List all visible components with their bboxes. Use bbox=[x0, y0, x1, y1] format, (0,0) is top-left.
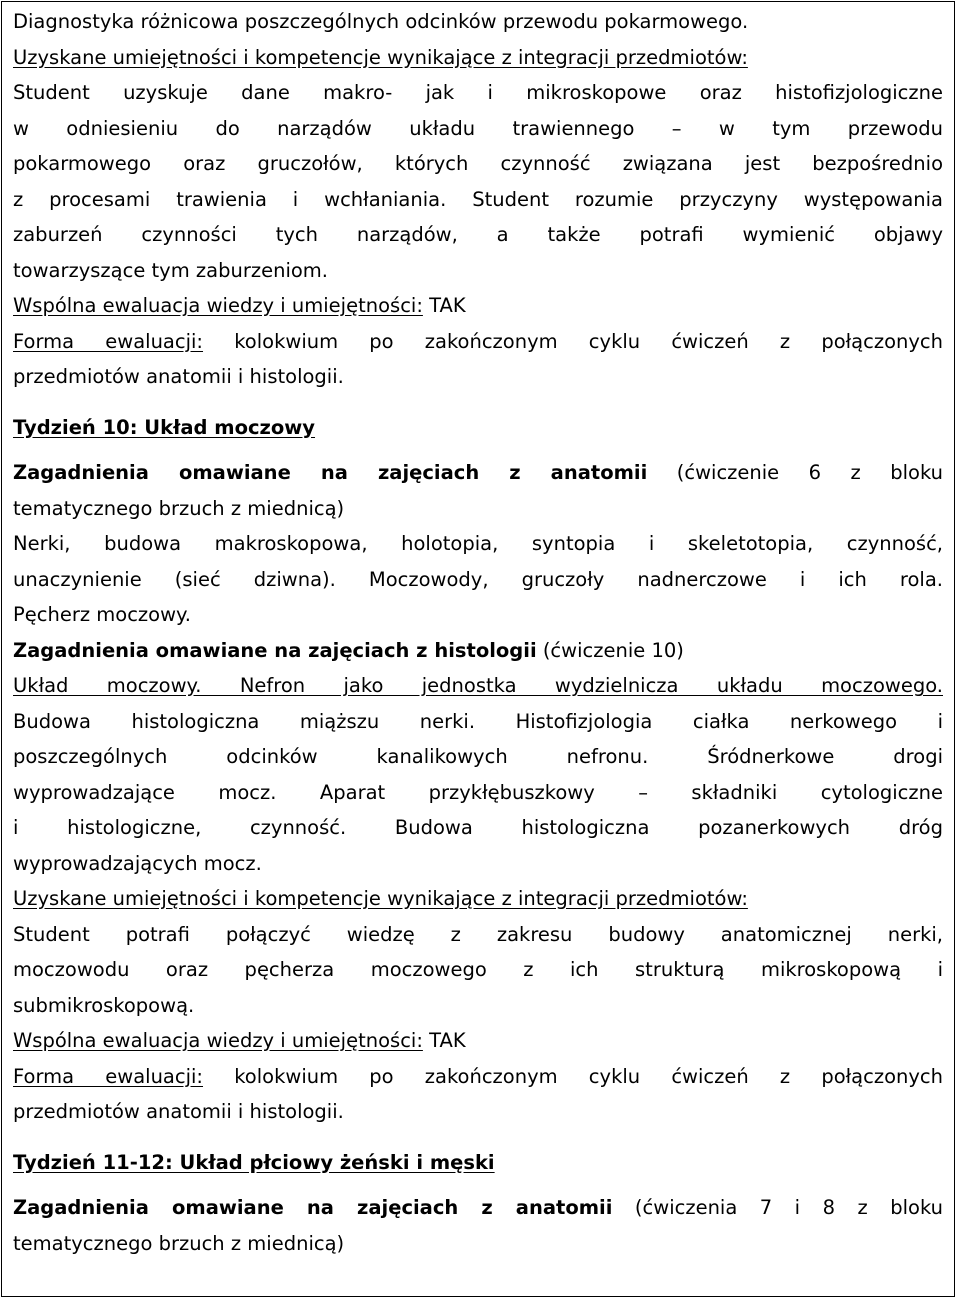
text-line: pokarmowego oraz gruczołów, których czynność związana jest bezpośrednio bbox=[13, 152, 943, 175]
competence-section bbox=[13, 40, 943, 289]
text-line: moczowodu oraz pęcherza moczowego z ich strukturą mikroskopową i bbox=[13, 958, 943, 981]
text-line: Układ moczowy. Nefron jako jednostka wydzielnicza układu moczowego. bbox=[13, 674, 943, 697]
form-evaluation-text: kolokwium po zakończonym cyklu ćwiczeń z połączonych bbox=[203, 329, 943, 353]
form-evaluation bbox=[13, 1059, 943, 1095]
text-line: wyprowadzających mocz. bbox=[13, 851, 262, 875]
text-line: unaczynienie (sieć dziwna). Moczowody, gruczoły nadnerczowe i ich rola. bbox=[13, 567, 943, 591]
text-line: zaburzeń czynności tych narządów, a także potrafi wymienić objawy bbox=[13, 223, 943, 246]
anatomy-topics-label: Zagadnienia omawiane na zajęciach z anatomii bbox=[13, 461, 648, 484]
anatomy-topics-heading bbox=[13, 1190, 943, 1226]
text-line: Student uzyskuje dane makro- jak i mikroskopowe oraz histofizjologiczne bbox=[13, 81, 943, 104]
text-line: Budowa histologiczna miąższu nerki. Histofizjologia ciałka nerkowego i bbox=[13, 709, 943, 733]
form-evaluation-text: kolokwium po zakończonym cyklu ćwiczeń z połączonych bbox=[203, 1064, 943, 1088]
text-line: towarzyszące tym zaburzeniom. bbox=[13, 258, 328, 282]
histology-topics-heading bbox=[13, 633, 943, 669]
text-line: tematycznego brzuch z miednicą) bbox=[13, 1231, 345, 1255]
text-line: Diagnostyka różnicowa poszczególnych odcinków przewodu pokarmowego. bbox=[13, 10, 749, 33]
joint-evaluation-value: TAK bbox=[422, 1029, 466, 1052]
section-heading-week-10: Tydzień 10: Układ moczowy bbox=[13, 415, 316, 439]
text-line: wyprowadzające mocz. Aparat przykłębuszkowy – składniki cytologiczne bbox=[13, 780, 943, 804]
anatomy-topics-suffix: (ćwiczenie 6 z bloku bbox=[647, 461, 943, 484]
joint-evaluation-label: Wspólna ewaluacja wiedzy i umiejętności: bbox=[13, 1029, 423, 1052]
section-heading-week-11-12: Tydzień 11-12: Układ płciowy żeński i męski bbox=[13, 1150, 495, 1174]
text-line: w odniesieniu do narządów układu trawiennego – w tym przewodu bbox=[13, 116, 943, 140]
text-line: submikroskopową. bbox=[13, 993, 195, 1017]
text-line: tematycznego brzuch z miednicą) bbox=[13, 496, 345, 520]
form-evaluation-label: Forma ewaluacji: bbox=[13, 329, 204, 353]
anatomy-topics-suffix: (ćwiczenia 7 i 8 z bloku bbox=[612, 1196, 944, 1219]
text-line: Student potrafi połączyć wiedzę z zakresu budowy anatomicznej nerki, bbox=[13, 922, 943, 946]
joint-evaluation bbox=[13, 1023, 943, 1059]
joint-evaluation bbox=[13, 288, 943, 324]
text-line: przedmiotów anatomii i histologii. bbox=[13, 365, 344, 388]
text-line: przedmiotów anatomii i histologii. bbox=[13, 1100, 344, 1123]
histology-topics-label: Zagadnienia omawiane na zajęciach z histologii bbox=[13, 638, 537, 662]
joint-evaluation-label: Wspólna ewaluacja wiedzy i umiejętności: bbox=[13, 294, 423, 317]
form-evaluation bbox=[13, 324, 943, 360]
text-line: i histologiczne, czynność. Budowa histologiczna pozanerkowych dróg bbox=[13, 816, 943, 839]
text-line: z procesami trawienia i wchłaniania. Student rozumie przyczyny występowania bbox=[13, 187, 943, 211]
form-evaluation-label: Forma ewaluacji: bbox=[13, 1064, 204, 1088]
anatomy-topics-heading bbox=[13, 455, 943, 491]
text-line: Pęcherz moczowy. bbox=[13, 603, 192, 626]
competence-label: Uzyskane umiejętności i kompetencje wynikające z integracji przedmiotów: bbox=[13, 887, 748, 910]
text-line: poszczególnych odcinków kanalikowych nefronu. Śródnerkowe drogi bbox=[13, 745, 943, 768]
competence-label: Uzyskane umiejętności i kompetencje wynikające z integracji przedmiotów: bbox=[13, 45, 748, 69]
joint-evaluation-value: TAK bbox=[422, 294, 466, 317]
anatomy-topics-label: Zagadnienia omawiane na zajęciach z anatomii bbox=[13, 1196, 613, 1219]
histology-topics-suffix: (ćwiczenie 10) bbox=[536, 638, 684, 662]
document-page bbox=[1, 1, 955, 1297]
text-line: Nerki, budowa makroskopowa, holotopia, syntopia i skeletotopia, czynność, bbox=[13, 532, 943, 555]
